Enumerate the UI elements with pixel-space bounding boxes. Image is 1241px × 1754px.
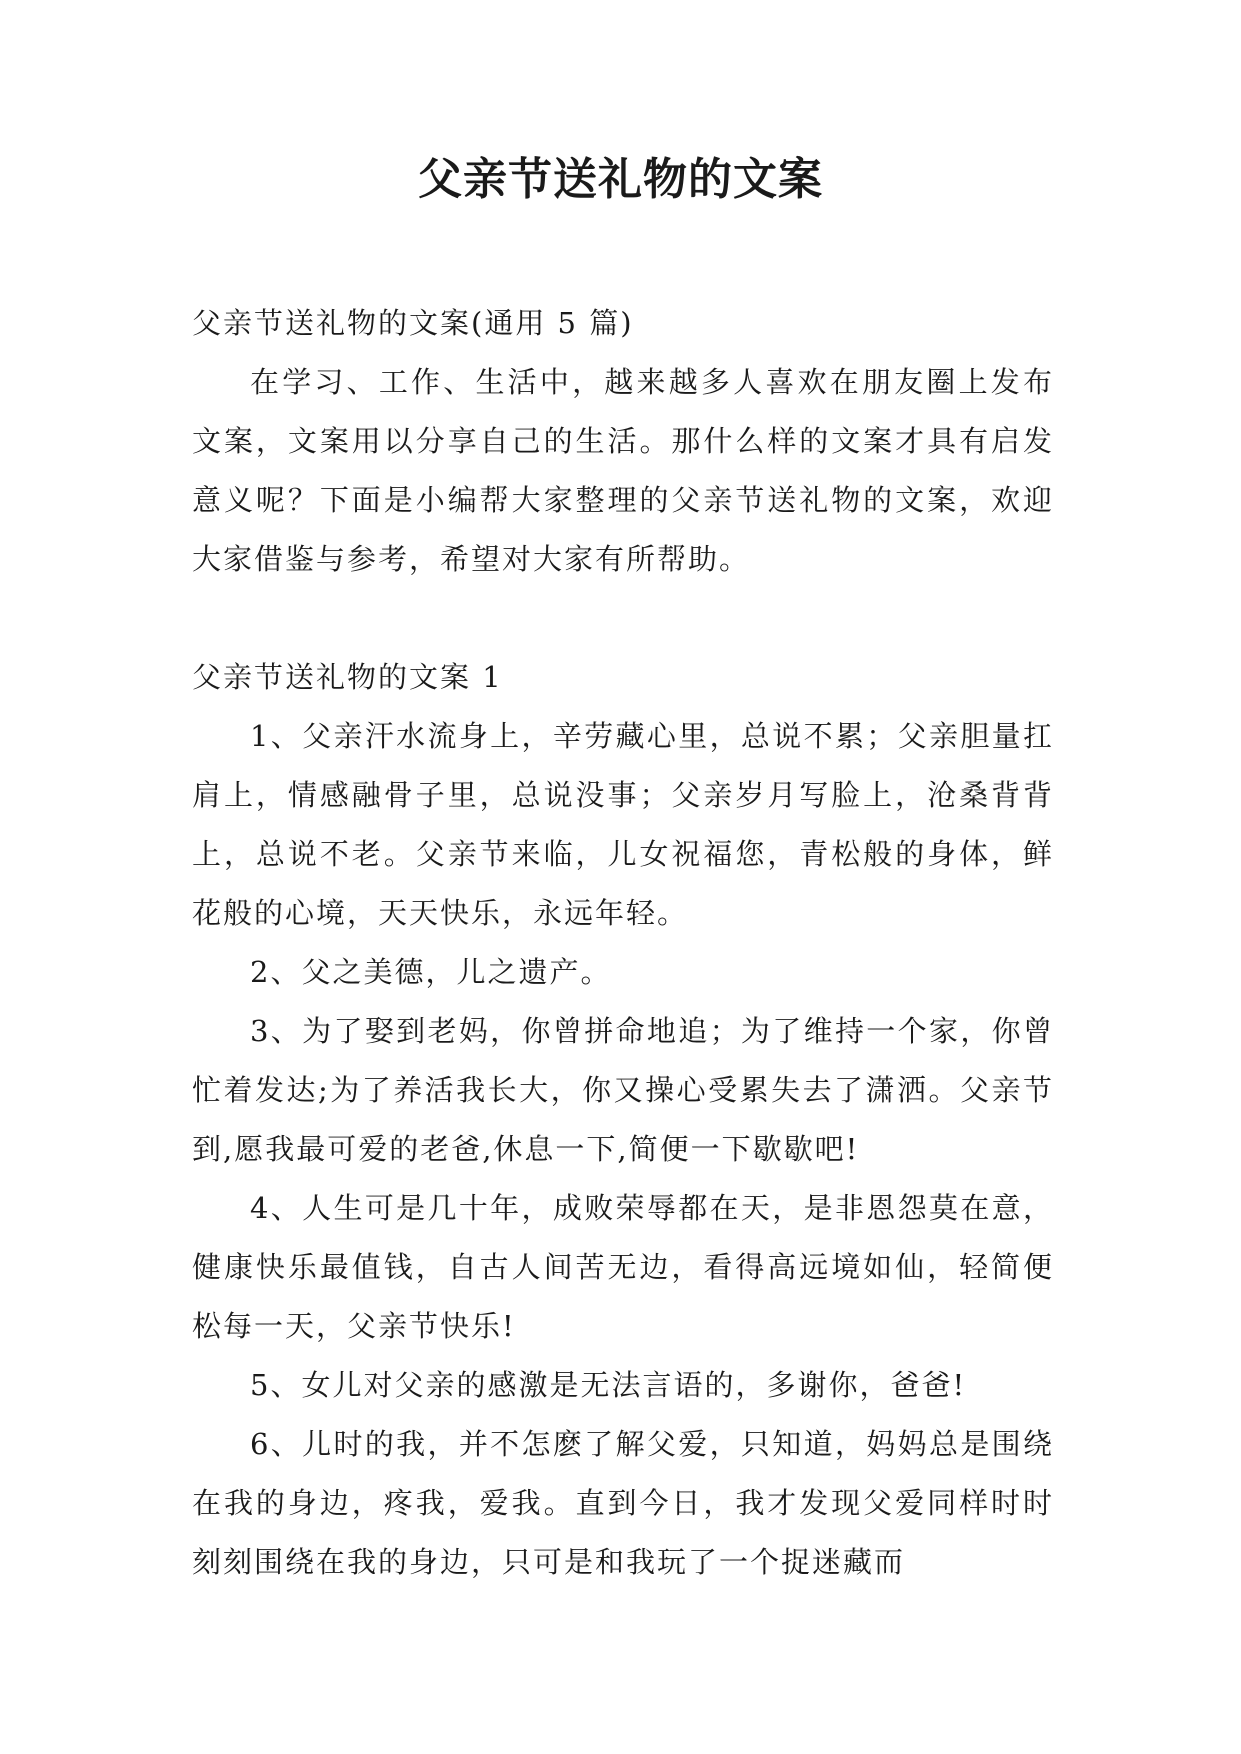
list-item: 5、女儿对父亲的感激是无法言语的，多谢你，爸爸! bbox=[250, 1368, 967, 1402]
document-subtitle: 父亲节送礼物的文案(通用 5 篇) bbox=[192, 306, 634, 340]
intro-paragraph: 在学习、工作、生活中，越来越多人喜欢在朋友圈上发布文案，文案用以分享自己的生活。那什么样的文案才具有启发意义呢？下面是小编帮大家整理的父亲节送礼物的文案，欢迎大家借鉴与参考，希望对大家有所帮助。 bbox=[192, 365, 1054, 576]
list-item: 4、人生可是几十年，成败荣辱都在天，是非恩怨莫在意，健康快乐最值钱，自古人间苦无边，看得高远境如仙，轻简便松每一天，父亲节快乐! bbox=[192, 1191, 1054, 1343]
document-title: 父亲节送礼物的文案 bbox=[418, 154, 823, 205]
document-body bbox=[192, 294, 1054, 1592]
list-item: 3、为了娶到老妈，你曾拼命地追；为了维持一个家，你曾忙着发达;为了养活我长大，你又操心受累失去了潇洒。父亲节到,愿我最可爱的老爸,休息一下,简便一下歇歇吧! bbox=[192, 1014, 1054, 1166]
paragraph-spacer bbox=[192, 589, 1054, 648]
section-heading: 父亲节送礼物的文案 1 bbox=[192, 660, 503, 694]
list-item: 1、父亲汗水流身上，辛劳藏心里，总说不累；父亲胆量扛肩上，情感融骨子里，总说没事；父亲岁月写脸上，沧桑背背上，总说不老。父亲节来临，儿女祝福您，青松般的身体，鲜花般的心境，天天快乐，永远年轻。 bbox=[192, 719, 1054, 930]
list-item: 2、父之美德，儿之遗产。 bbox=[250, 955, 612, 989]
list-item: 6、儿时的我，并不怎麽了解父爱，只知道，妈妈总是围绕在我的身边，疼我，爱我。直到今日，我才发现父爱同样时时刻刻围绕在我的身边，只可是和我玩了一个捉迷藏而 bbox=[192, 1427, 1054, 1579]
